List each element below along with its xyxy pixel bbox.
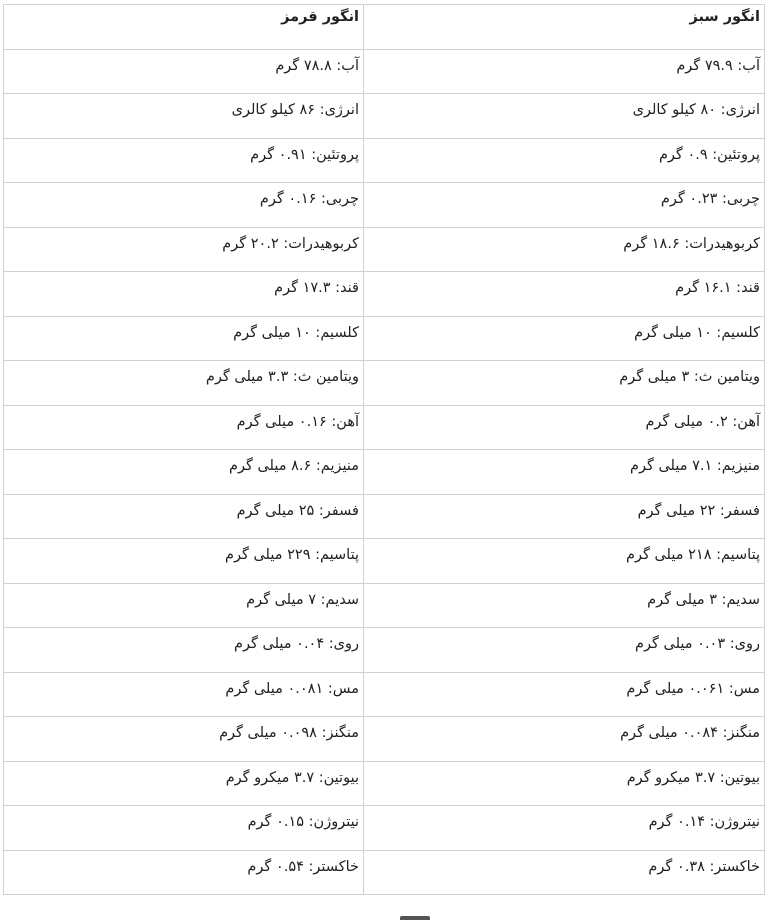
- grape-nutrition-table: [3, 4, 765, 895]
- cell-red-copper: مس: ۰.۰۸۱ میلی گرم: [4, 672, 364, 717]
- table-row: [4, 672, 765, 717]
- table-row: [4, 49, 765, 94]
- table-row: [4, 316, 765, 361]
- table-row: [4, 272, 765, 317]
- cell-green-nitrogen: نیتروژن: ۰.۱۴ گرم: [364, 806, 765, 851]
- cell-green-biotin: بیوتین: ۳.۷ میکرو گرم: [364, 761, 765, 806]
- cell-green-fat: چربی: ۰.۲۳ گرم: [364, 183, 765, 228]
- header-green-grape: انگور سبز: [364, 5, 765, 50]
- cell-green-calcium: کلسیم: ۱۰ میلی گرم: [364, 316, 765, 361]
- cell-red-phosphorus: فسفر: ۲۵ میلی گرم: [4, 494, 364, 539]
- cell-green-manganese: منگنز: ۰.۰۸۴ میلی گرم: [364, 717, 765, 762]
- cell-green-copper: مس: ۰.۰۶۱ میلی گرم: [364, 672, 765, 717]
- cell-red-magnesium: منیزیم: ۸.۶ میلی گرم: [4, 450, 364, 495]
- table-row: [4, 761, 765, 806]
- table-row: [4, 583, 765, 628]
- cell-red-ash: خاکستر: ۰.۵۴ گرم: [4, 850, 364, 895]
- cell-red-potassium: پتاسیم: ۲۲۹ میلی گرم: [4, 539, 364, 584]
- cell-red-vitamin-c: ویتامین ث: ۳.۳ میلی گرم: [4, 361, 364, 406]
- table-row: [4, 450, 765, 495]
- cell-red-sugar: قند: ۱۷.۳ گرم: [4, 272, 364, 317]
- cell-green-vitamin-c: ویتامین ث: ۳ میلی گرم: [364, 361, 765, 406]
- cell-red-nitrogen: نیتروژن: ۰.۱۵ گرم: [4, 806, 364, 851]
- table-header-row: [4, 5, 765, 50]
- table-row: [4, 405, 765, 450]
- cell-green-sugar: قند: ۱۶.۱ گرم: [364, 272, 765, 317]
- nutrition-table-wrapper: [3, 4, 764, 895]
- cell-red-iron: آهن: ۰.۱۶ میلی گرم: [4, 405, 364, 450]
- table-row: [4, 227, 765, 272]
- cell-green-energy: انرژی: ۸۰ کیلو کالری: [364, 94, 765, 139]
- cell-red-fat: چربی: ۰.۱۶ گرم: [4, 183, 364, 228]
- table-row: [4, 806, 765, 851]
- cell-red-zinc: روی: ۰.۰۴ میلی گرم: [4, 628, 364, 673]
- cell-green-phosphorus: فسفر: ۲۲ میلی گرم: [364, 494, 765, 539]
- cell-red-biotin: بیوتین: ۳.۷ میکرو گرم: [4, 761, 364, 806]
- table-row: [4, 850, 765, 895]
- cell-red-manganese: منگنز: ۰.۰۹۸ میلی گرم: [4, 717, 364, 762]
- cropped-glyph: [400, 916, 430, 920]
- cell-green-carbohydrate: کربوهیدرات: ۱۸.۶ گرم: [364, 227, 765, 272]
- cell-green-sodium: سدیم: ۳ میلی گرم: [364, 583, 765, 628]
- cell-green-ash: خاکستر: ۰.۳۸ گرم: [364, 850, 765, 895]
- cell-green-protein: پروتئین: ۰.۹ گرم: [364, 138, 765, 183]
- cropped-text-fragment: [400, 913, 440, 920]
- cell-red-water: آب: ۷۸.۸ گرم: [4, 49, 364, 94]
- table-row: [4, 138, 765, 183]
- cell-green-zinc: روی: ۰.۰۳ میلی گرم: [364, 628, 765, 673]
- table-row: [4, 361, 765, 406]
- table-row: [4, 717, 765, 762]
- cell-green-magnesium: منیزیم: ۷.۱ میلی گرم: [364, 450, 765, 495]
- cell-green-water: آب: ۷۹.۹ گرم: [364, 49, 765, 94]
- table-row: [4, 539, 765, 584]
- cell-red-protein: پروتئین: ۰.۹۱ گرم: [4, 138, 364, 183]
- table-row: [4, 628, 765, 673]
- table-row: [4, 94, 765, 139]
- cell-red-calcium: کلسیم: ۱۰ میلی گرم: [4, 316, 364, 361]
- cell-green-potassium: پتاسیم: ۲۱۸ میلی گرم: [364, 539, 765, 584]
- table-row: [4, 183, 765, 228]
- cell-red-sodium: سدیم: ۷ میلی گرم: [4, 583, 364, 628]
- table-row: [4, 494, 765, 539]
- header-red-grape: انگور قرمز: [4, 5, 364, 50]
- cell-red-carbohydrate: کربوهیدرات: ۲۰.۲ گرم: [4, 227, 364, 272]
- cell-green-iron: آهن: ۰.۲ میلی گرم: [364, 405, 765, 450]
- cell-red-energy: انرژی: ۸۶ کیلو کالری: [4, 94, 364, 139]
